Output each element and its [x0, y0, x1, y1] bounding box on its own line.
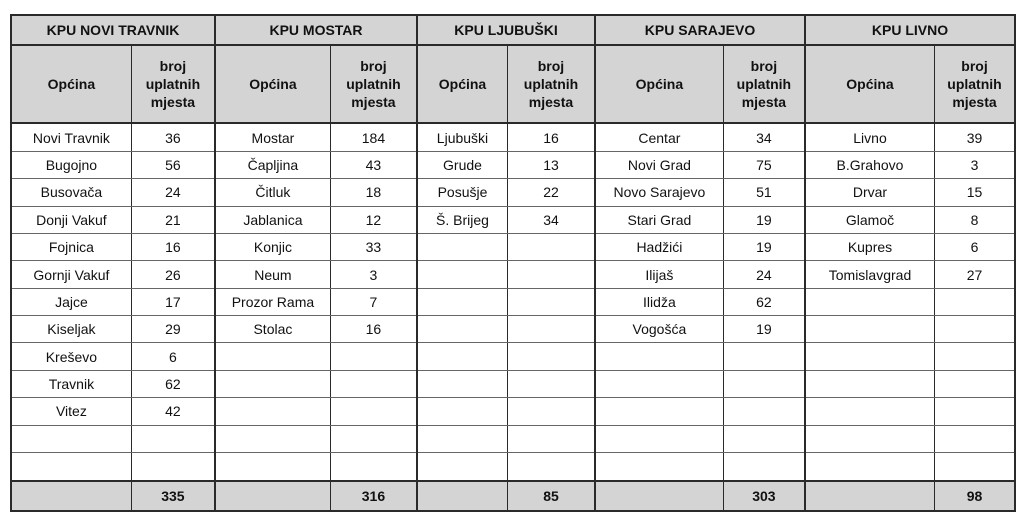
payment-points-count: 36	[165, 129, 181, 146]
municipality-name: Donji Vakuf	[12, 207, 132, 233]
municipality-column-header: Općina	[806, 46, 935, 123]
municipality-column-header: Općina	[12, 46, 132, 123]
payment-points-count	[508, 398, 594, 424]
municipality-name	[596, 343, 724, 369]
municipality-name	[418, 426, 508, 452]
municipality-name	[216, 343, 331, 369]
table-row	[596, 371, 804, 398]
table-row	[806, 152, 1014, 179]
table-row	[12, 398, 214, 425]
municipality-name	[596, 453, 724, 480]
office-total-row	[12, 480, 214, 510]
municipality-name: Drvar	[806, 179, 935, 205]
payment-points-column-header: broj uplatnih mjesta	[346, 57, 401, 110]
payment-points-count: 27	[966, 266, 983, 283]
payment-points-count: 12	[365, 211, 382, 228]
table-row	[216, 316, 416, 343]
payment-points-count	[724, 398, 804, 424]
municipality-name	[418, 371, 508, 397]
municipality-name: Prozor Rama	[216, 289, 331, 315]
municipality-column-header: Općina	[216, 46, 331, 123]
municipality-name	[596, 371, 724, 397]
table-row	[418, 316, 594, 343]
table-row	[418, 371, 594, 398]
payment-points-count: 6	[169, 348, 177, 365]
municipality-column-header: Općina	[596, 46, 724, 123]
municipality-name: Kupres	[806, 234, 935, 260]
municipality-name	[596, 398, 724, 424]
office-rows	[216, 124, 416, 480]
payment-points-count: 33	[365, 239, 382, 256]
payment-points-count: 22	[543, 184, 559, 201]
municipality-name: Konjic	[216, 234, 331, 260]
total-label-cell	[806, 482, 935, 510]
office-total-row	[216, 480, 416, 510]
payment-points-column-header: broj uplatnih mjesta	[947, 57, 1002, 110]
office-rows	[418, 124, 594, 480]
municipality-name	[418, 398, 508, 424]
municipality-name: Busovača	[12, 179, 132, 205]
table-row	[216, 426, 416, 453]
table-row	[216, 152, 416, 179]
office-rows	[12, 124, 214, 480]
table-row	[418, 343, 594, 370]
payment-points-count	[508, 261, 594, 287]
municipality-name: Glamoč	[806, 207, 935, 233]
payment-points-count: 16	[165, 239, 181, 256]
payment-points-count	[132, 426, 214, 452]
municipality-name	[216, 371, 331, 397]
payment-points-count	[935, 343, 1014, 369]
office-rows	[806, 124, 1014, 480]
payment-points-count: 18	[365, 184, 382, 201]
table-row	[12, 124, 214, 151]
table-row	[806, 234, 1014, 261]
table-row	[418, 261, 594, 288]
municipality-name: Ilidža	[596, 289, 724, 315]
municipality-name: Novi Travnik	[12, 124, 132, 150]
payment-points-count	[935, 398, 1014, 424]
column-headers	[596, 46, 804, 125]
table-row	[216, 234, 416, 261]
payment-points-count	[508, 316, 594, 342]
municipality-name	[806, 398, 935, 424]
municipality-name	[806, 316, 935, 342]
payment-points-count	[935, 371, 1014, 397]
table-row	[12, 371, 214, 398]
office-title: KPU SARAJEVO	[596, 16, 804, 46]
payment-points-count	[508, 426, 594, 452]
table-row	[596, 289, 804, 316]
municipality-name: Vogošća	[596, 316, 724, 342]
table-row	[596, 179, 804, 206]
table-row	[806, 371, 1014, 398]
payment-points-count	[132, 453, 214, 480]
office-total-row	[596, 480, 804, 510]
payment-points-count: 16	[543, 129, 559, 146]
table-row	[596, 398, 804, 425]
table-row	[216, 343, 416, 370]
municipality-name: Š. Brijeg	[418, 207, 508, 233]
table-row	[418, 289, 594, 316]
table-row	[418, 124, 594, 151]
payment-points-count: 13	[543, 156, 559, 173]
payment-points-count: 17	[165, 293, 181, 310]
municipality-name: Jajce	[12, 289, 132, 315]
payment-points-count	[331, 426, 416, 452]
municipality-name	[418, 234, 508, 260]
office-rows	[596, 124, 804, 480]
municipality-name	[806, 343, 935, 369]
payment-points-count: 19	[756, 239, 772, 256]
table-row	[418, 152, 594, 179]
table-row	[216, 179, 416, 206]
payment-points-count	[508, 234, 594, 260]
municipality-name: Travnik	[12, 371, 132, 397]
office-group-ljubuski	[418, 16, 596, 510]
municipality-name: Kiseljak	[12, 316, 132, 342]
table-row	[596, 426, 804, 453]
table-row	[12, 234, 214, 261]
table-row	[806, 124, 1014, 151]
table-row	[216, 398, 416, 425]
payment-points-count: 19	[756, 211, 772, 228]
municipality-name: Fojnica	[12, 234, 132, 260]
payment-points-count: 184	[361, 129, 386, 146]
municipality-name: Bugojno	[12, 152, 132, 178]
total-count: 85	[543, 488, 559, 505]
municipality-name	[806, 453, 935, 480]
payment-points-count	[331, 453, 416, 480]
municipality-name: Jablanica	[216, 207, 331, 233]
table-row	[216, 124, 416, 151]
municipality-name: Čitluk	[216, 179, 331, 205]
table-row	[216, 207, 416, 234]
payment-points-count	[508, 289, 594, 315]
payment-points-count: 7	[369, 293, 378, 310]
payment-points-count: 34	[756, 129, 772, 146]
payment-points-count: 15	[966, 184, 983, 201]
table-row	[806, 398, 1014, 425]
municipality-name: Stolac	[216, 316, 331, 342]
table-row	[596, 234, 804, 261]
payment-points-count: 51	[756, 184, 772, 201]
total-count: 98	[966, 488, 983, 505]
office-group-sarajevo	[596, 16, 806, 510]
table-row	[12, 261, 214, 288]
table-row	[806, 316, 1014, 343]
payment-points-column-header: broj uplatnih mjesta	[145, 57, 201, 110]
office-title: KPU LJUBUŠKI	[418, 16, 594, 46]
total-count: 335	[161, 488, 185, 505]
office-group-mostar	[216, 16, 418, 510]
municipality-name: Čapljina	[216, 152, 331, 178]
municipality-name	[216, 453, 331, 480]
table-row	[596, 261, 804, 288]
payment-points-count	[724, 426, 804, 452]
table-row	[12, 207, 214, 234]
office-title: KPU LIVNO	[806, 16, 1014, 46]
payment-points-count: 39	[966, 129, 983, 146]
municipality-name: Hadžići	[596, 234, 724, 260]
payment-points-count: 26	[165, 266, 181, 283]
payment-points-count	[508, 453, 594, 480]
table-row	[806, 207, 1014, 234]
total-label-cell	[596, 482, 724, 510]
municipality-column-header: Općina	[418, 46, 508, 123]
municipality-name: Neum	[216, 261, 331, 287]
total-label-cell	[216, 482, 331, 510]
municipality-name	[806, 289, 935, 315]
column-headers	[216, 46, 416, 125]
municipality-name: B.Grahovo	[806, 152, 935, 178]
payment-points-count	[508, 343, 594, 369]
municipality-name: Novi Grad	[596, 152, 724, 178]
total-label-cell	[418, 482, 508, 510]
total-count: 303	[752, 488, 776, 505]
municipality-name	[216, 426, 331, 452]
office-title: KPU MOSTAR	[216, 16, 416, 46]
municipality-name: Ilijaš	[596, 261, 724, 287]
table-row	[418, 207, 594, 234]
payment-points-count: 24	[165, 184, 181, 201]
table-row	[12, 453, 214, 480]
table-row	[418, 426, 594, 453]
municipality-name: Vitez	[12, 398, 132, 424]
table-row	[216, 453, 416, 480]
payment-points-count: 3	[369, 266, 378, 283]
municipality-name	[418, 261, 508, 287]
table-row	[12, 152, 214, 179]
payment-points-count: 62	[756, 293, 772, 310]
table-row	[806, 179, 1014, 206]
column-headers	[12, 46, 214, 125]
office-title: KPU NOVI TRAVNIK	[12, 16, 214, 46]
table-row	[596, 343, 804, 370]
column-headers	[806, 46, 1014, 125]
table-row	[596, 124, 804, 151]
table-row	[418, 234, 594, 261]
table-row	[806, 426, 1014, 453]
total-count: 316	[361, 488, 386, 505]
municipality-name: Mostar	[216, 124, 331, 150]
table-row	[806, 453, 1014, 480]
municipality-name	[418, 289, 508, 315]
payment-points-count: 21	[165, 211, 181, 228]
payment-points-count: 19	[756, 321, 772, 338]
table-row	[418, 179, 594, 206]
municipality-name: Kreševo	[12, 343, 132, 369]
office-group-livno	[806, 16, 1014, 510]
payment-points-count	[935, 453, 1014, 480]
municipality-name: Stari Grad	[596, 207, 724, 233]
municipality-name	[216, 398, 331, 424]
municipality-name: Centar	[596, 124, 724, 150]
payment-points-count	[724, 343, 804, 369]
payment-points-column-header: broj uplatnih mjesta	[736, 57, 792, 110]
table-row	[216, 261, 416, 288]
table-row	[596, 453, 804, 480]
municipality-payment-points-table	[10, 14, 1016, 512]
table-row	[216, 289, 416, 316]
municipality-name: Ljubuški	[418, 124, 508, 150]
municipality-name	[806, 371, 935, 397]
payment-points-count	[331, 343, 416, 369]
table-row	[418, 398, 594, 425]
payment-points-count	[508, 371, 594, 397]
table-row	[216, 371, 416, 398]
payment-points-count: 43	[365, 156, 382, 173]
municipality-name: Grude	[418, 152, 508, 178]
office-total-row	[806, 480, 1014, 510]
payment-points-count	[935, 289, 1014, 315]
payment-points-count: 3	[970, 156, 979, 173]
municipality-name	[12, 426, 132, 452]
payment-points-count: 62	[165, 376, 181, 393]
table-row	[418, 453, 594, 480]
payment-points-column-header: broj uplatnih mjesta	[523, 57, 579, 110]
payment-points-count: 75	[756, 156, 772, 173]
municipality-name	[418, 316, 508, 342]
office-group-novi-travnik	[12, 16, 216, 510]
municipality-name	[418, 343, 508, 369]
payment-points-count	[724, 371, 804, 397]
payment-points-count: 8	[970, 211, 979, 228]
table-row	[596, 316, 804, 343]
payment-points-count: 6	[970, 239, 979, 256]
municipality-name: Novo Sarajevo	[596, 179, 724, 205]
payment-points-count	[724, 453, 804, 480]
table-row	[12, 179, 214, 206]
payment-points-count	[935, 426, 1014, 452]
table-row	[12, 426, 214, 453]
column-headers	[418, 46, 594, 125]
payment-points-count: 24	[756, 266, 772, 283]
municipality-name	[418, 453, 508, 480]
total-label-cell	[12, 482, 132, 510]
municipality-name: Livno	[806, 124, 935, 150]
table-row	[806, 261, 1014, 288]
payment-points-count	[331, 371, 416, 397]
municipality-name	[596, 426, 724, 452]
municipality-name	[806, 426, 935, 452]
municipality-name: Posušje	[418, 179, 508, 205]
payment-points-count	[331, 398, 416, 424]
table-row	[12, 343, 214, 370]
table-row	[12, 289, 214, 316]
table-row	[806, 289, 1014, 316]
payment-points-count: 56	[165, 156, 181, 173]
payment-points-count: 34	[543, 211, 559, 228]
table-row	[12, 316, 214, 343]
payment-points-count: 16	[365, 321, 382, 338]
municipality-name	[12, 453, 132, 480]
table-row	[596, 207, 804, 234]
payment-points-count	[935, 316, 1014, 342]
municipality-name: Tomislavgrad	[806, 261, 935, 287]
municipality-name: Gornji Vakuf	[12, 261, 132, 287]
payment-points-count: 42	[165, 403, 181, 420]
table-row	[806, 343, 1014, 370]
table-row	[596, 152, 804, 179]
office-total-row	[418, 480, 594, 510]
payment-points-count: 29	[165, 321, 181, 338]
